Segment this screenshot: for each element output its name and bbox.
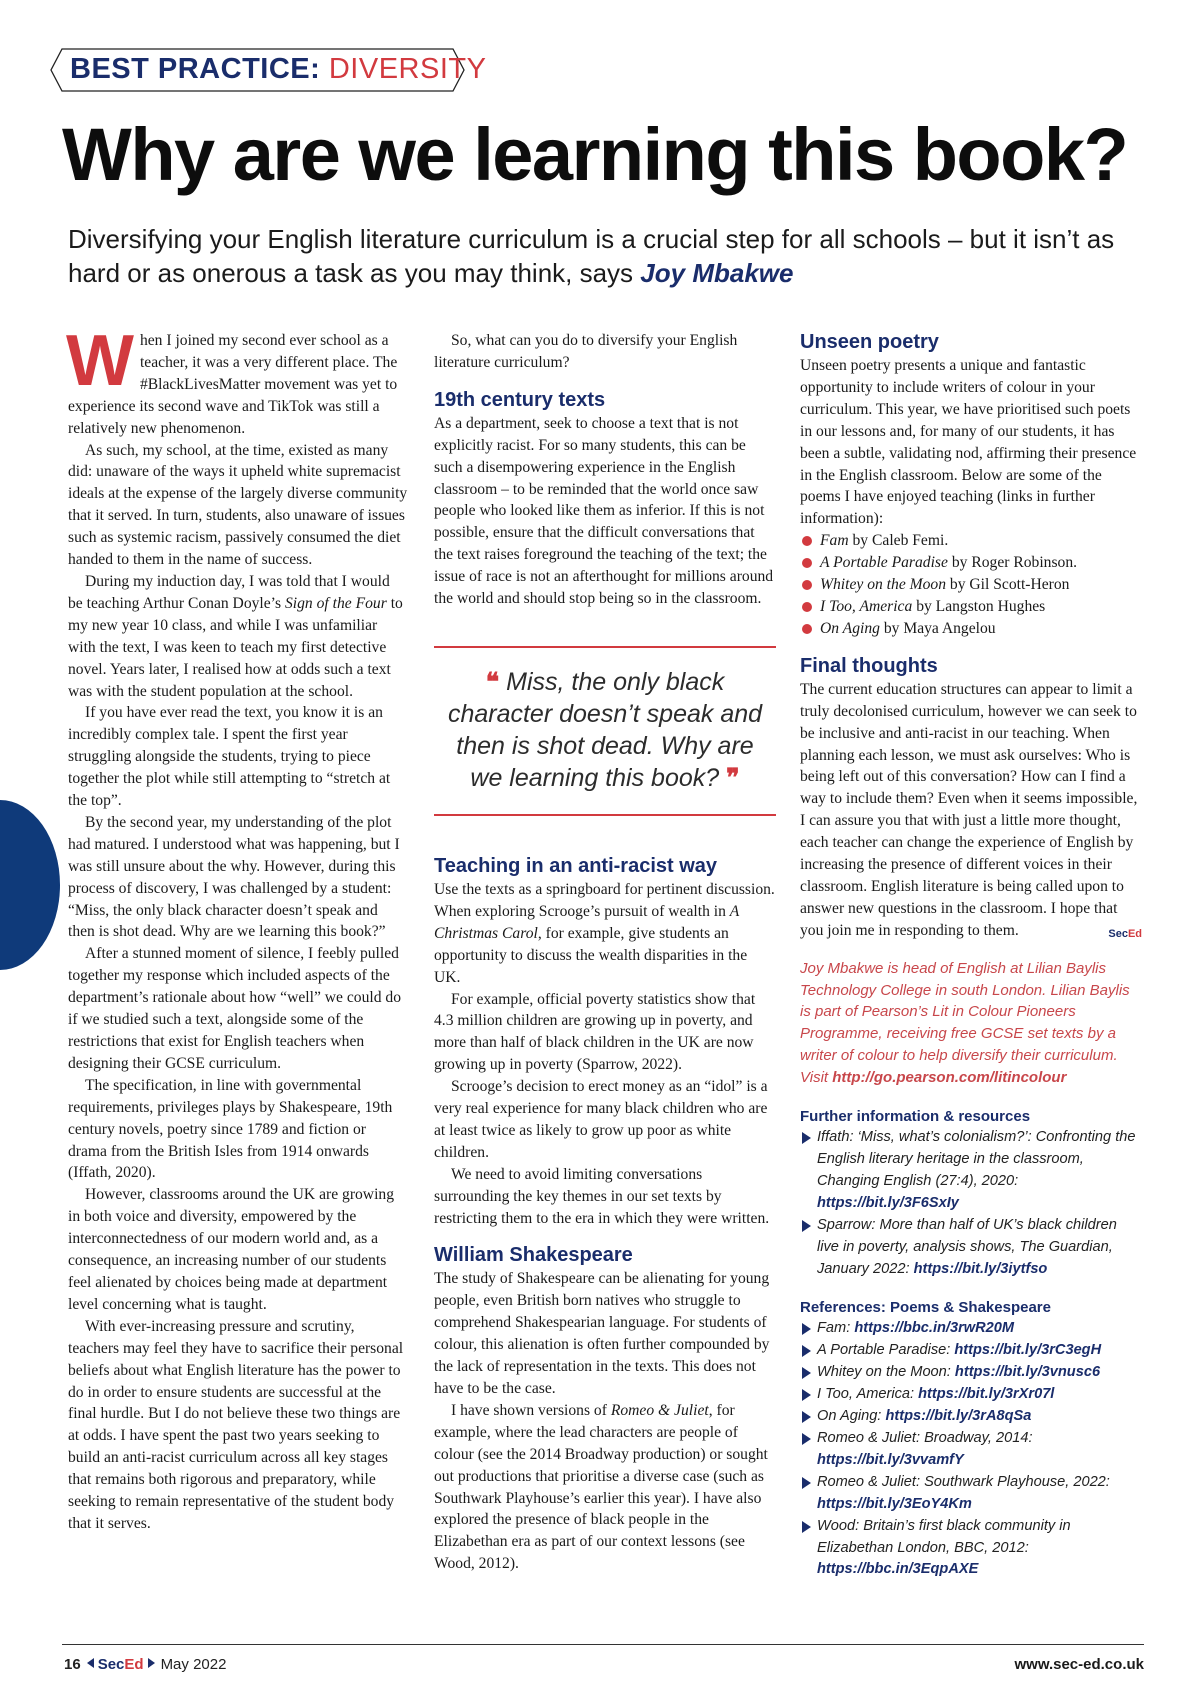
triangle-bullet-icon bbox=[802, 1389, 811, 1401]
page-title: Why are we learning this book? bbox=[62, 113, 1128, 196]
further-info-heading: Further information & resources bbox=[800, 1108, 1031, 1126]
triangle-bullet-icon bbox=[802, 1367, 811, 1379]
body-paragraph: As a department, seek to choose a text that is not explicitly racist. For so many students, this can be such a disempowering experience in the English classroom – to be reminded that the world once saw people who looked like them as inferior. If this is not possible, ensure that the difficult conversations that the text raises foreground the teaching of the text; the issue of race is not an afterthought for millions around the world and should stop being so in the classroom. bbox=[434, 414, 774, 608]
reference-item: Romeo & Juliet: Southwark Playhouse, 2022: https://bit.ly/3EoY4Km bbox=[800, 1472, 1142, 1516]
standfirst-text: Diversifying your English literature curriculum is a crucial step for all schools – but it isn’t as hard or as onerous a task as you may think, says bbox=[68, 224, 1115, 288]
article-column-2 bbox=[434, 330, 776, 1575]
subheading-19th-century-texts: 19th century texts bbox=[434, 388, 606, 411]
reference-item: On Aging: https://bit.ly/3rA8qSa bbox=[800, 1406, 1142, 1428]
body-paragraph: As such, my school, at the time, existed as many did: unaware of the ways it upheld white supremacist ideals at the expense of the largely diverse community that it served. In turn, students, also unaware of issues such as systemic racism, passively consumed the diet handed to them in the name of success. bbox=[68, 441, 408, 569]
tag-label: BEST PRACTICE: bbox=[70, 53, 321, 85]
article-column-1 bbox=[66, 321, 408, 1535]
play-title: Romeo & Juliet bbox=[610, 1401, 709, 1419]
bio-link[interactable]: http://go.pearson.com/litincolour bbox=[832, 1069, 1067, 1087]
body-paragraph: The current education structures can appear to limit a truly decolonised curriculum, however we can seek to be inclusive and anti-racist in our teaching. When planning each lesson, we must ask ourselves: Who is being left out of this conversation? How can I find a way to include them? Even when it seems impossible, I can assure you that with just a little more thought, each teacher can change the experience of English by increasing the presence of different voices in their classroom. English literature is being called upon to answer new questions in the classroom. I hope that you join me in responding to them. SecEd bbox=[800, 679, 1142, 942]
footer-issue-info bbox=[64, 1656, 226, 1673]
poem-item: A Portable Paradise by Roger Robinson. bbox=[800, 552, 1142, 574]
footer-url[interactable]: www.sec-ed.co.uk bbox=[1014, 1656, 1144, 1673]
triangle-bullet-icon bbox=[802, 1411, 811, 1423]
pull-quote bbox=[434, 646, 776, 816]
intro-paragraph: When I joined my second ever school as a teacher, it was a very different place. The #BlackLivesMatter movement was yet to experience its second wave and TikTok was still a relatively new phenomenon. bbox=[66, 321, 398, 437]
body-paragraph: After a stunned moment of silence, I feebly pulled together my response which included aspects of the department’s rationale about how “well” we could do if we studied such a text, alongside some of the restrictions that exist for English teachers when designing their GCSE curriculum. bbox=[68, 945, 401, 1072]
resource-link[interactable]: https://bit.ly/3iytfso bbox=[913, 1260, 1048, 1277]
body-paragraph: However, classrooms around the UK are growing in both voice and diversity, empowered by the interconnectedness of our modern world and, as a consequence, an increasing number of our students feel alienated by choices being made at department level concerning what is taught. bbox=[68, 1186, 394, 1313]
poem-item: I Too, America by Langston Hughes bbox=[800, 596, 1142, 618]
book-title: A Christmas Carol bbox=[434, 902, 740, 942]
reference-link[interactable]: https://bit.ly/3vvamfY bbox=[817, 1451, 964, 1468]
brand-ed: Ed bbox=[124, 1656, 144, 1673]
body-paragraph: We need to avoid limiting conversations surrounding the key themes in our set texts by restricting them to the era in which they were written. bbox=[434, 1165, 770, 1227]
open-quote-icon: ❝ bbox=[485, 666, 500, 696]
reference-item: Fam: https://bbc.in/3rwR20M bbox=[800, 1318, 1142, 1340]
article-column-3 bbox=[800, 330, 1142, 1581]
section-tag bbox=[50, 48, 487, 92]
page-number: 16 bbox=[64, 1656, 81, 1673]
subheading-final-thoughts: Final thoughts bbox=[800, 654, 938, 677]
triangle-bullet-icon bbox=[802, 1220, 811, 1232]
reference-item: I Too, America: https://bit.ly/3rXr07l bbox=[800, 1384, 1142, 1406]
body-paragraph: The specification, in line with governmental requirements, privileges plays by Shakespeare, 19th century novels, poetry since 1789 and fiction or drama from the British Isles from 1914 onwards (Iffath, 2020). bbox=[68, 1076, 393, 1182]
tag-value: DIVERSITY bbox=[328, 53, 487, 85]
resource-link[interactable]: https://bit.ly/3F6SxIy bbox=[817, 1194, 959, 1211]
poem-list bbox=[800, 530, 1142, 640]
book-title: Sign of the Four bbox=[284, 594, 387, 612]
end-mark-logo: SecEd bbox=[1108, 927, 1142, 940]
body-paragraph: Scrooge’s decision to erect money as an “idol” is a very real experience for many black children who are at least twice as likely to grow up poor as white children. bbox=[434, 1078, 768, 1161]
decorative-side-circle bbox=[0, 800, 60, 970]
triangle-bullet-icon bbox=[802, 1323, 811, 1335]
bullet-icon bbox=[802, 624, 812, 634]
close-quote-icon: ❞ bbox=[726, 762, 740, 792]
reference-link[interactable]: https://bit.ly/3vnusc6 bbox=[954, 1364, 1101, 1381]
right-triangle-icon bbox=[148, 1658, 155, 1668]
body-paragraph: If you have ever read the text, you know it is an incredibly complex tale. I spent the first year struggling alongside the students, trying to piece together the plot while still attempting to “stretch at the top”. bbox=[68, 704, 391, 810]
issue-date: May 2022 bbox=[160, 1656, 227, 1673]
triangle-bullet-icon bbox=[802, 1477, 811, 1489]
triangle-bullet-icon bbox=[802, 1521, 811, 1533]
reference-item: Wood: Britain’s first black community in Elizabethan London, BBC, 2012: https://bbc.in/3EqpAXE bbox=[800, 1516, 1142, 1582]
pull-quote-text: Miss, the only black character doesn’t speak and then is shot dead. Why are we learning this book? bbox=[447, 667, 763, 792]
reference-link[interactable]: https://bbc.in/3EqpAXE bbox=[817, 1561, 979, 1578]
bullet-icon bbox=[802, 536, 812, 546]
body-paragraph: I have shown versions of Romeo & Juliet, for example, where the lead characters are people of colour (see the 2014 Broadway production) or sought out productions that prioritise a diverse case (such as Southwark Playhouse’s earlier this year). I have also explored the presence of black people in the Elizabethan era as part of our context lessons (see Wood, 2012). bbox=[434, 1401, 768, 1573]
reference-item: Romeo & Juliet: Broadway, 2014: https://bit.ly/3vvamfY bbox=[800, 1428, 1142, 1472]
poem-item: Fam by Caleb Femi. bbox=[800, 530, 1142, 552]
references-heading: References: Poems & Shakespeare bbox=[800, 1299, 1051, 1317]
poem-item: Whitey on the Moon by Gil Scott-Heron bbox=[800, 574, 1142, 596]
subheading-anti-racist: Teaching in an anti-racist way bbox=[434, 854, 718, 877]
left-triangle-icon bbox=[87, 1658, 94, 1668]
brand-sec: Sec bbox=[97, 1656, 125, 1673]
reference-link[interactable]: https://bit.ly/3rA8qSa bbox=[885, 1408, 1032, 1425]
body-paragraph: During my induction day, I was told that I would be teaching Arthur Conan Doyle’s Sign of the Four to my new year 10 class, and while I was unfamiliar with the text, I was keen to teach my first detective novel. Years later, I realised how at odds such a text was with the student population at the school. bbox=[68, 572, 403, 700]
subheading-unseen-poetry: Unseen poetry bbox=[800, 331, 939, 353]
standfirst bbox=[68, 222, 1148, 290]
bullet-icon bbox=[802, 602, 812, 612]
body-paragraph: The study of Shakespeare can be alienating for young people, even British born natives who struggle to comprehend Shakespearian language. For students of colour, this alienation is often further compounded by the lack of representation in the texts. This does not have to be the case. bbox=[434, 1270, 770, 1397]
triangle-bullet-icon bbox=[802, 1433, 811, 1445]
reference-link[interactable]: https://bit.ly/3rXr07l bbox=[918, 1386, 1055, 1403]
triangle-bullet-icon bbox=[802, 1132, 811, 1144]
reference-item: A Portable Paradise: https://bit.ly/3rC3egH bbox=[800, 1340, 1142, 1362]
body-paragraph: With ever-increasing pressure and scrutiny, teachers may feel they have to sacrifice their personal beliefs about what English literature has the power to do in order to ensure students are successful at the final hurdle. But I do not believe these two things are at odds. I have spent the past two years seeking to build an anti-racist curriculum across all key stages that remains both rigorous and preparatory, while seeking to remain representative of the student body that it serves. bbox=[68, 1317, 404, 1532]
resource-item: Sparrow: More than half of UK’s black children live in poverty, analysis shows, The Guardian, January 2022: https://bit.ly/3iytfso bbox=[800, 1215, 1142, 1281]
poem-item: On Aging by Maya Angelou bbox=[800, 618, 1142, 640]
body-paragraph: By the second year, my understanding of the plot had matured. I understood what was happening, but I was still unsure about the why. However, during this process of discovery, I was challenged by a student: “Miss, the only black character doesn’t speak and then is shot dead. Why are we learning this book?” bbox=[68, 813, 400, 941]
subheading-shakespeare: William Shakespeare bbox=[434, 1244, 633, 1267]
author-bio: Joy Mbakwe is head of English at Lilian Baylis Technology College in south London. Lilian Baylis is part of Pearson’s Lit in Colour Pioneers Programme, receiving free GCSE set texts by a writer of colour to help diversify their curriculum. Visit http://go.pearson.com/litincolour bbox=[800, 959, 1130, 1087]
bullet-icon bbox=[802, 558, 812, 568]
author-name: Joy Mbakwe bbox=[640, 258, 794, 288]
reference-item: Whitey on the Moon: https://bit.ly/3vnusc6 bbox=[800, 1362, 1142, 1384]
drop-cap: W bbox=[66, 321, 134, 401]
resource-item: Iffath: ‘Miss, what’s colonialism?’: Confronting the English literary heritage in the classroom, Changing English (27:4), 2020: https://bit.ly/3F6SxIy bbox=[800, 1127, 1142, 1215]
reference-link[interactable]: https://bit.ly/3EoY4Km bbox=[817, 1495, 972, 1512]
body-paragraph: Use the texts as a springboard for pertinent discussion. When exploring Scrooge’s pursuit of wealth in A Christmas Carol, for example, give students an opportunity to discuss the wealth disparities in the UK. bbox=[434, 880, 775, 986]
body-paragraph: Unseen poetry presents a unique and fantastic opportunity to include writers of colour in your curriculum. This year, we have prioritised such poets in our lessons and, for many of our students, it has been a subtle, validating nod, affirming their presence in the English classroom. Below are some of the poems I have enjoyed teaching (links in further information): bbox=[800, 357, 1137, 528]
bullet-icon bbox=[802, 580, 812, 590]
reference-link[interactable]: https://bit.ly/3rC3egH bbox=[954, 1342, 1102, 1359]
references-list bbox=[800, 1318, 1142, 1581]
further-info-list bbox=[800, 1127, 1142, 1280]
triangle-bullet-icon bbox=[802, 1345, 811, 1357]
reference-link[interactable]: https://bbc.in/3rwR20M bbox=[854, 1320, 1015, 1337]
body-paragraph: For example, official poverty statistics show that 4.3 million children are growing up in poverty, and more than half of black children in the UK are now growing up in poverty (Sparrow, 2022). bbox=[434, 990, 756, 1074]
body-paragraph: So, what can you do to diversify your English literature curriculum? bbox=[434, 332, 738, 371]
footer-divider bbox=[62, 1644, 1144, 1645]
